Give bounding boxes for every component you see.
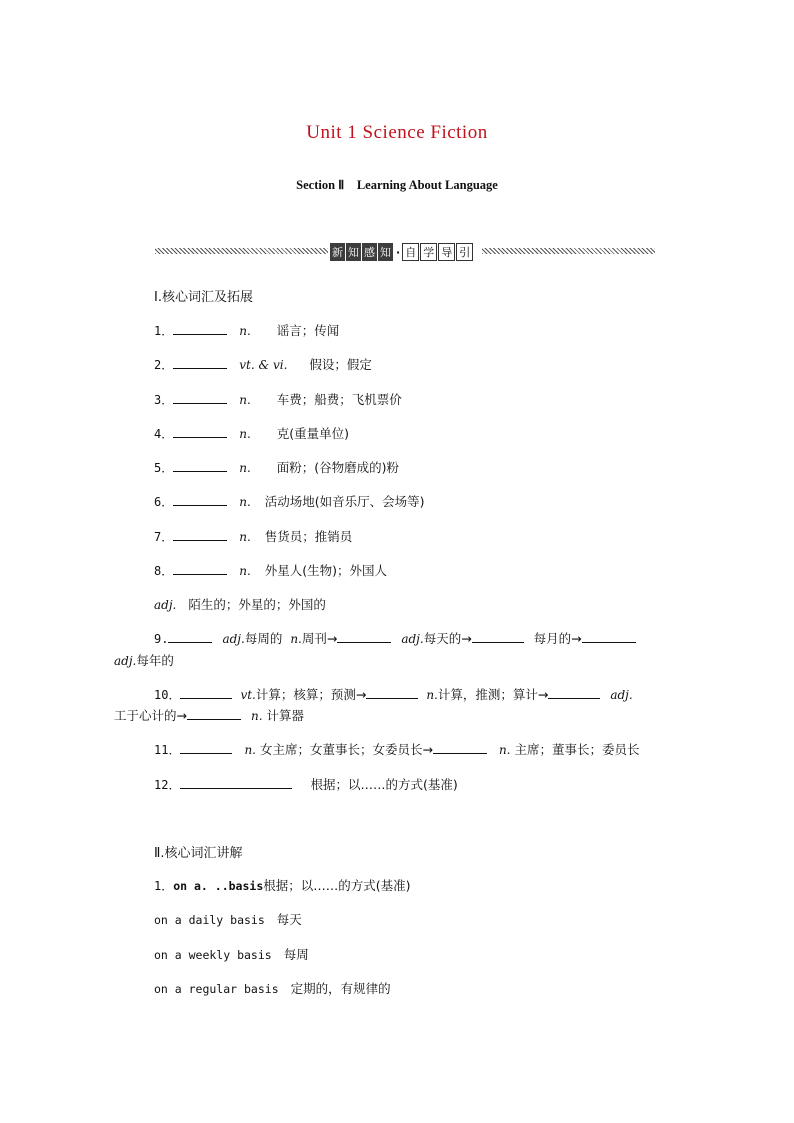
part-of-speech: vt. & vi.	[239, 358, 288, 372]
section-subtitle: Section Ⅱ Learning About Language	[296, 178, 498, 192]
hatch-divider-left	[155, 248, 328, 254]
answer-blank[interactable]	[180, 686, 232, 699]
item-meaning: 周刊→	[301, 631, 338, 646]
section-banner	[155, 243, 655, 263]
vocab-term: on a. ..basis	[173, 879, 264, 893]
item-meaning: 工于心计的→	[114, 708, 187, 723]
item-number: 11．	[154, 743, 181, 757]
answer-blank[interactable]	[173, 391, 227, 404]
list-item-continuation	[114, 651, 174, 669]
part-of-speech: n.	[426, 688, 438, 702]
list-item	[154, 629, 636, 647]
item-number: 9.	[154, 632, 169, 646]
answer-blank[interactable]	[180, 741, 232, 754]
answer-blank[interactable]	[173, 562, 227, 575]
item-meaning: 女主席；女董事长；女委员长→	[259, 742, 433, 757]
example-chinese: 每天	[276, 912, 302, 927]
item-meaning: 主席；董事长；委员长	[514, 742, 640, 757]
item-number: 10．	[154, 688, 181, 702]
banner-tag: 引	[456, 243, 473, 261]
item-number: 2．	[154, 358, 174, 372]
item-meaning: 每周的	[244, 631, 283, 646]
item-number: 6．	[154, 495, 174, 509]
part-of-speech: n.	[290, 632, 302, 646]
part-of-speech: n.	[239, 393, 251, 407]
item-number: 12．	[154, 778, 181, 792]
part-of-speech: n.	[239, 564, 251, 578]
example-chinese: 定期的，有规律的	[290, 981, 391, 996]
part-of-speech: n.	[239, 324, 251, 338]
item-number: 5．	[154, 461, 174, 475]
list-item	[154, 458, 399, 476]
example-english: on a weekly basis	[154, 948, 272, 962]
item-meaning: 活动场地(如音乐厅、会场等)	[264, 494, 425, 509]
part-of-speech: adj.	[222, 632, 245, 646]
answer-blank[interactable]	[180, 776, 292, 789]
example-line	[154, 910, 302, 928]
part1-heading: Ⅰ.核心词汇及拓展	[154, 290, 253, 305]
list-item	[154, 321, 339, 339]
answer-blank[interactable]	[173, 459, 227, 472]
answer-blank[interactable]	[472, 630, 524, 643]
answer-blank[interactable]	[337, 630, 391, 643]
item-meaning: 计算，推测；算计→	[437, 687, 549, 702]
list-item	[154, 492, 425, 510]
item-meaning: 售货员；推销员	[264, 529, 353, 544]
item-meaning: 车费；船费；飞机票价	[276, 392, 402, 407]
part-of-speech: n.	[239, 427, 251, 441]
list-item	[154, 740, 639, 758]
answer-blank[interactable]	[548, 686, 600, 699]
banner-tag: 新	[330, 243, 345, 261]
answer-blank[interactable]	[168, 630, 212, 643]
list-item	[154, 775, 458, 793]
part-of-speech: adj.	[401, 632, 424, 646]
item-meaning: 每天的→	[423, 631, 472, 646]
list-item-continuation	[114, 706, 304, 724]
example-english: on a regular basis	[154, 982, 279, 996]
item-meaning: 每年的	[136, 653, 174, 668]
list-item	[154, 424, 349, 442]
page-title: Unit 1 Science Fiction	[306, 122, 488, 143]
item-number: 8．	[154, 564, 174, 578]
vocab-meaning: 根据；以……的方式(基准)	[263, 878, 411, 893]
list-item	[154, 527, 352, 545]
part-of-speech: vt.	[240, 688, 256, 702]
part-of-speech: n.	[498, 743, 511, 757]
item-meaning: 陌生的；外星的；外国的	[188, 597, 326, 612]
item-meaning: 根据；以……的方式(基准)	[310, 777, 458, 792]
item-meaning: 计算器	[266, 708, 305, 723]
item-number: 1．	[154, 879, 174, 893]
banner-tag: 导	[438, 243, 455, 261]
answer-blank[interactable]	[173, 425, 227, 438]
banner-tag: 知	[378, 243, 393, 261]
banner-tag: 自	[402, 243, 419, 261]
item-meaning: 假设；假定	[309, 357, 372, 372]
banner-tag: 知	[346, 243, 361, 261]
vocab-entry	[154, 876, 411, 894]
item-number: 3．	[154, 393, 174, 407]
part-of-speech: adj.	[114, 654, 137, 668]
part-of-speech: n.	[250, 709, 263, 723]
answer-blank[interactable]	[173, 356, 227, 369]
list-item	[154, 355, 372, 373]
item-meaning: 克(重量单位)	[276, 426, 350, 441]
item-number: 4．	[154, 427, 174, 441]
banner-tag: 感	[362, 243, 377, 261]
hatch-divider-right	[482, 248, 655, 254]
item-meaning: 每月的→	[533, 631, 582, 646]
banner-tags	[330, 243, 480, 261]
answer-blank[interactable]	[173, 322, 227, 335]
list-item	[154, 561, 387, 579]
part-of-speech: n.	[239, 530, 251, 544]
part-of-speech: n.	[239, 461, 251, 475]
example-line	[154, 979, 391, 997]
example-chinese: 每周	[283, 947, 309, 962]
item-meaning: 外星人(生物)；外国人	[264, 563, 388, 578]
item-number: 1．	[154, 324, 174, 338]
part-of-speech: n.	[239, 495, 251, 509]
answer-blank[interactable]	[187, 707, 241, 720]
item-number: 7．	[154, 530, 174, 544]
example-english: on a daily basis	[154, 913, 265, 927]
list-item	[154, 390, 402, 408]
item-meaning: 计算；核算；预测→	[255, 687, 367, 702]
part-of-speech: adj.	[154, 598, 177, 612]
item-meaning: 面粉；(谷物磨成的)粉	[276, 460, 400, 475]
item-meaning: 谣言；传闻	[276, 323, 340, 338]
part-of-speech: adj.	[610, 688, 633, 702]
example-line	[154, 945, 309, 963]
part-of-speech: n.	[244, 743, 256, 757]
answer-blank[interactable]	[173, 493, 227, 506]
answer-blank[interactable]	[582, 630, 636, 643]
answer-blank[interactable]	[173, 528, 227, 541]
list-item	[154, 595, 326, 613]
answer-blank[interactable]	[366, 686, 418, 699]
list-item	[154, 685, 633, 703]
banner-tag: 学	[420, 243, 437, 261]
banner-dot: ·	[396, 245, 401, 259]
answer-blank[interactable]	[433, 741, 487, 754]
part2-heading: Ⅱ.核心词汇讲解	[154, 846, 243, 861]
